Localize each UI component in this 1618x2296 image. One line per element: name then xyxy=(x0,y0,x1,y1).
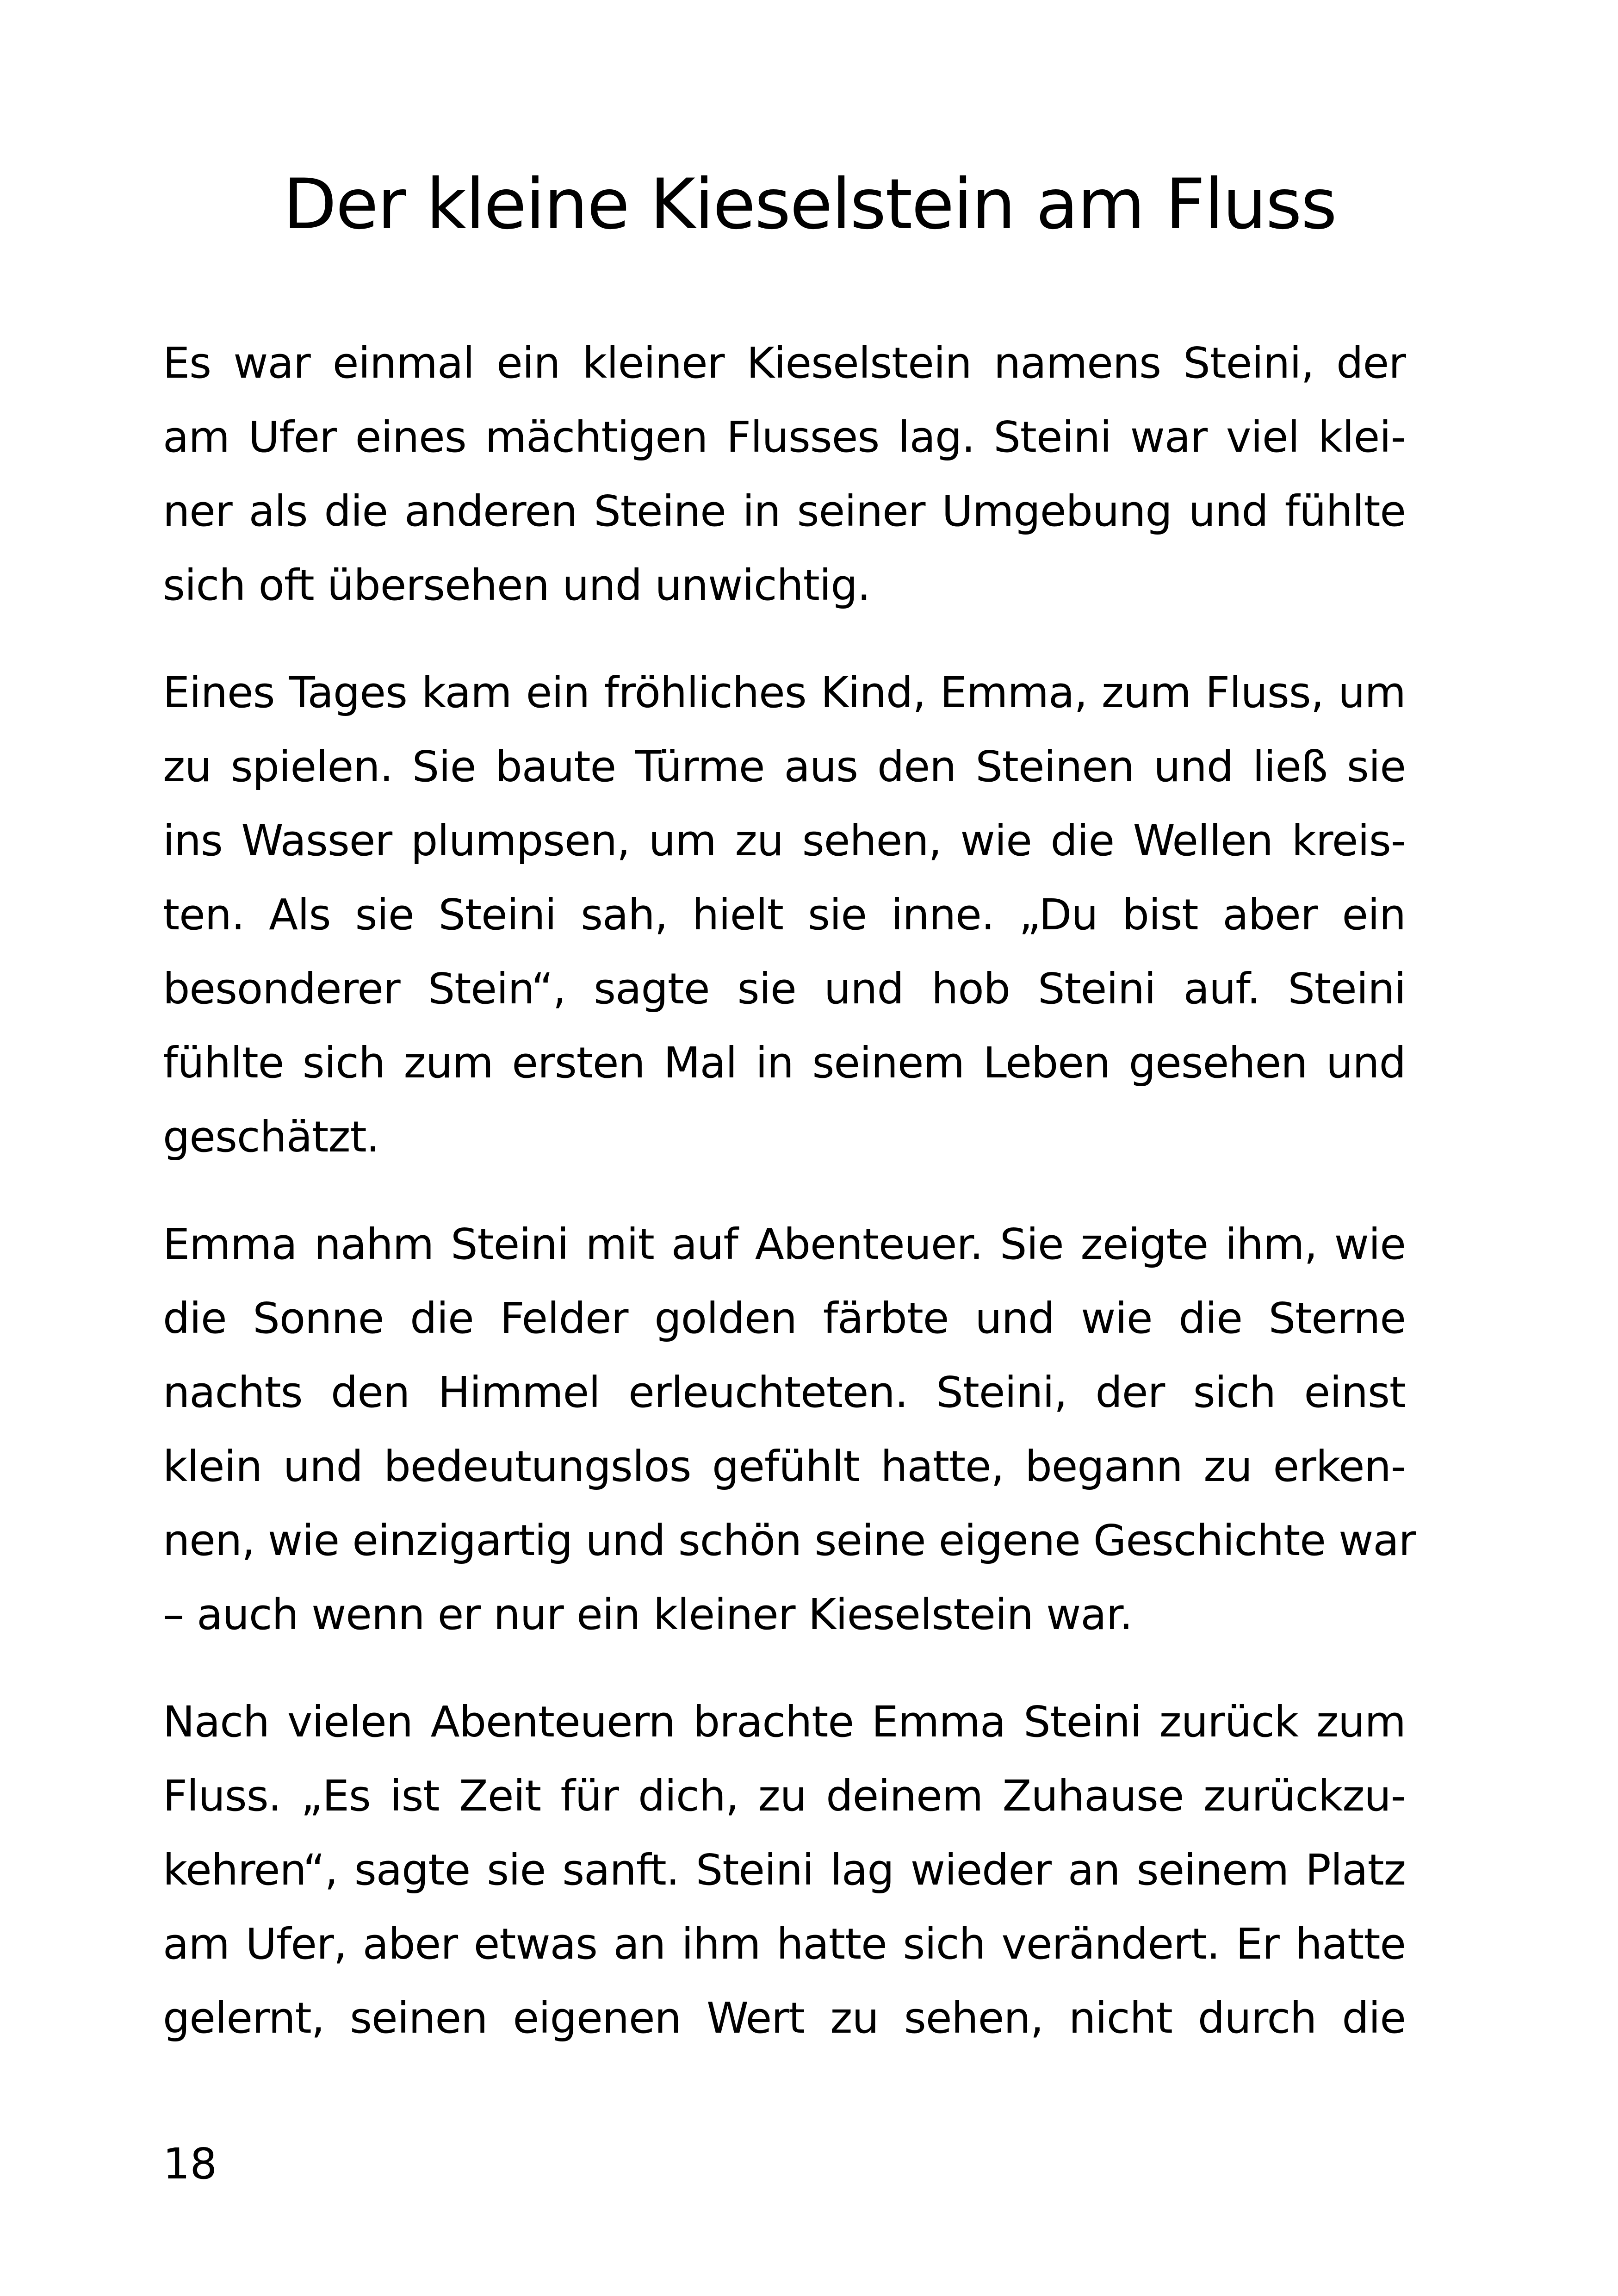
story-title: Der kleine Kieselstein am Fluss xyxy=(283,164,1336,245)
text-line: am Ufer eines mächtigen Flusses lag. Steini war viel klei- xyxy=(163,412,1406,462)
text-line: Eines Tages kam ein fröhliches Kind, Emma, zum Fluss, um xyxy=(163,668,1406,717)
text-line: nen, wie einzigartig und schön seine eigene Geschichte war xyxy=(163,1516,1416,1565)
text-line: nachts den Himmel erleuchteten. Steini, der sich einst xyxy=(163,1368,1406,1417)
text-line: sich oft übersehen und unwichtig. xyxy=(163,560,870,610)
text-line: kehren“, sagte sie sanft. Steini lag wieder an seinem Platz xyxy=(163,1845,1406,1895)
text-line: ten. Als sie Steini sah, hielt sie inne. „Du bist aber ein xyxy=(163,890,1406,940)
text-line: Emma nahm Steini mit auf Abenteuer. Sie zeigte ihm, wie xyxy=(163,1220,1406,1269)
text-line: Es war einmal ein kleiner Kieselstein namens Steini, der xyxy=(163,338,1406,388)
text-line: Fluss. „Es ist Zeit für dich, zu deinem Zuhause zurückzu- xyxy=(163,1771,1406,1821)
text-line: klein und bedeutungslos gefühlt hatte, begann zu erken- xyxy=(163,1442,1406,1491)
text-line: gelernt, seinen eigenen Wert zu sehen, nicht durch die xyxy=(163,1993,1406,2043)
paragraph-1 xyxy=(163,326,1406,622)
text-line: die Sonne die Felder golden färbte und wie die Sterne xyxy=(163,1294,1406,1343)
paragraph-3 xyxy=(163,1207,1416,1652)
text-line: zu spielen. Sie baute Türme aus den Steinen und ließ sie xyxy=(163,742,1406,791)
paragraph-2 xyxy=(163,656,1406,1174)
story-body xyxy=(163,326,1416,2089)
paragraph-4 xyxy=(163,1685,1406,2055)
text-line: am Ufer, aber etwas an ihm hatte sich verändert. Er hatte xyxy=(163,1919,1406,1969)
text-line: ins Wasser plumpsen, um zu sehen, wie die Wellen kreis- xyxy=(163,816,1406,865)
text-line: fühlte sich zum ersten Mal in seinem Leben gesehen und xyxy=(163,1038,1406,1088)
text-line: geschätzt. xyxy=(163,1112,379,1162)
text-line: besonderer Stein“, sagte sie und hob Steini auf. Steini xyxy=(163,964,1406,1014)
text-line: Nach vielen Abenteuern brachte Emma Steini zurück zum xyxy=(163,1697,1406,1747)
text-line: – auch wenn er nur ein kleiner Kieselstein war. xyxy=(163,1590,1133,1639)
page-number: 18 xyxy=(163,2139,217,2189)
text-line: ner als die anderen Steine in seiner Umgebung und fühlte xyxy=(163,486,1406,536)
